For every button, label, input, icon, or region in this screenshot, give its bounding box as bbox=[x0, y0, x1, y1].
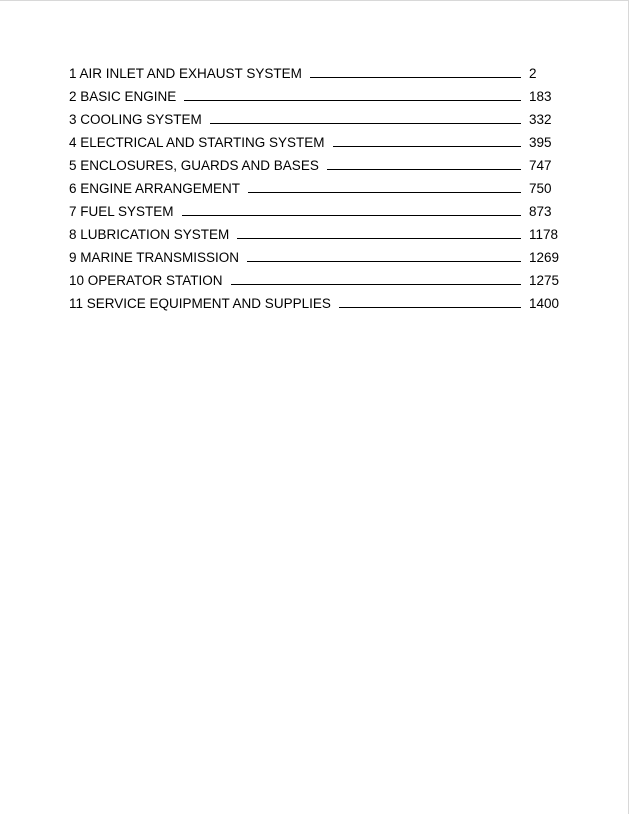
toc-entry-page: 747 bbox=[529, 158, 552, 173]
toc-entry-title: 3 COOLING SYSTEM bbox=[69, 112, 202, 127]
toc-entry-page: 750 bbox=[529, 181, 552, 196]
toc-entry-title: 6 ENGINE ARRANGEMENT bbox=[69, 181, 241, 196]
toc-entry-page: 332 bbox=[529, 112, 552, 127]
toc-entry-title: 9 MARINE TRANSMISSION bbox=[69, 250, 240, 265]
toc-entry-title: 10 OPERATOR STATION bbox=[69, 273, 223, 288]
toc-leader-line bbox=[247, 261, 521, 262]
toc-entry-page: 2 bbox=[529, 66, 537, 81]
toc-entry-page: 1275 bbox=[529, 273, 560, 288]
toc-entry[interactable] bbox=[69, 82, 561, 105]
toc-leader-line bbox=[339, 307, 521, 308]
toc-leader-line bbox=[182, 215, 521, 216]
toc-entry-page: 873 bbox=[529, 204, 552, 219]
toc-leader-line bbox=[248, 192, 521, 193]
toc-entry-title: 1 AIR INLET AND EXHAUST SYSTEM bbox=[69, 66, 302, 81]
toc-entry[interactable] bbox=[69, 128, 561, 151]
toc-entry[interactable] bbox=[69, 59, 561, 82]
toc-leader-line bbox=[184, 100, 521, 101]
toc-entry-page: 1269 bbox=[529, 250, 560, 265]
toc-leader-line bbox=[327, 169, 521, 170]
toc-entry-title: 5 ENCLOSURES, GUARDS AND BASES bbox=[69, 158, 319, 173]
table-of-contents bbox=[69, 59, 561, 312]
toc-entry[interactable] bbox=[69, 151, 561, 174]
toc-entry-page: 1400 bbox=[529, 296, 560, 311]
toc-entry-title: 7 FUEL SYSTEM bbox=[69, 204, 174, 219]
toc-entry[interactable] bbox=[69, 174, 561, 197]
toc-entry[interactable] bbox=[69, 105, 561, 128]
toc-entry-page: 183 bbox=[529, 89, 552, 104]
toc-entry[interactable] bbox=[69, 266, 561, 289]
toc-leader-line bbox=[333, 146, 521, 147]
toc-entry-page: 395 bbox=[529, 135, 552, 150]
toc-entry[interactable] bbox=[69, 289, 561, 312]
toc-leader-line bbox=[210, 123, 521, 124]
toc-entry-title: 2 BASIC ENGINE bbox=[69, 89, 177, 104]
toc-entry-title: 8 LUBRICATION SYSTEM bbox=[69, 227, 230, 242]
toc-leader-line bbox=[231, 284, 521, 285]
toc-entry[interactable] bbox=[69, 243, 561, 266]
toc-leader-line bbox=[237, 238, 521, 239]
toc-entry[interactable] bbox=[69, 197, 561, 220]
toc-entry-title: 4 ELECTRICAL AND STARTING SYSTEM bbox=[69, 135, 325, 150]
toc-leader-line bbox=[310, 77, 521, 78]
toc-entry[interactable] bbox=[69, 220, 561, 243]
toc-entry-page: 1178 bbox=[529, 227, 559, 242]
toc-entry-title: 11 SERVICE EQUIPMENT AND SUPPLIES bbox=[69, 296, 331, 311]
